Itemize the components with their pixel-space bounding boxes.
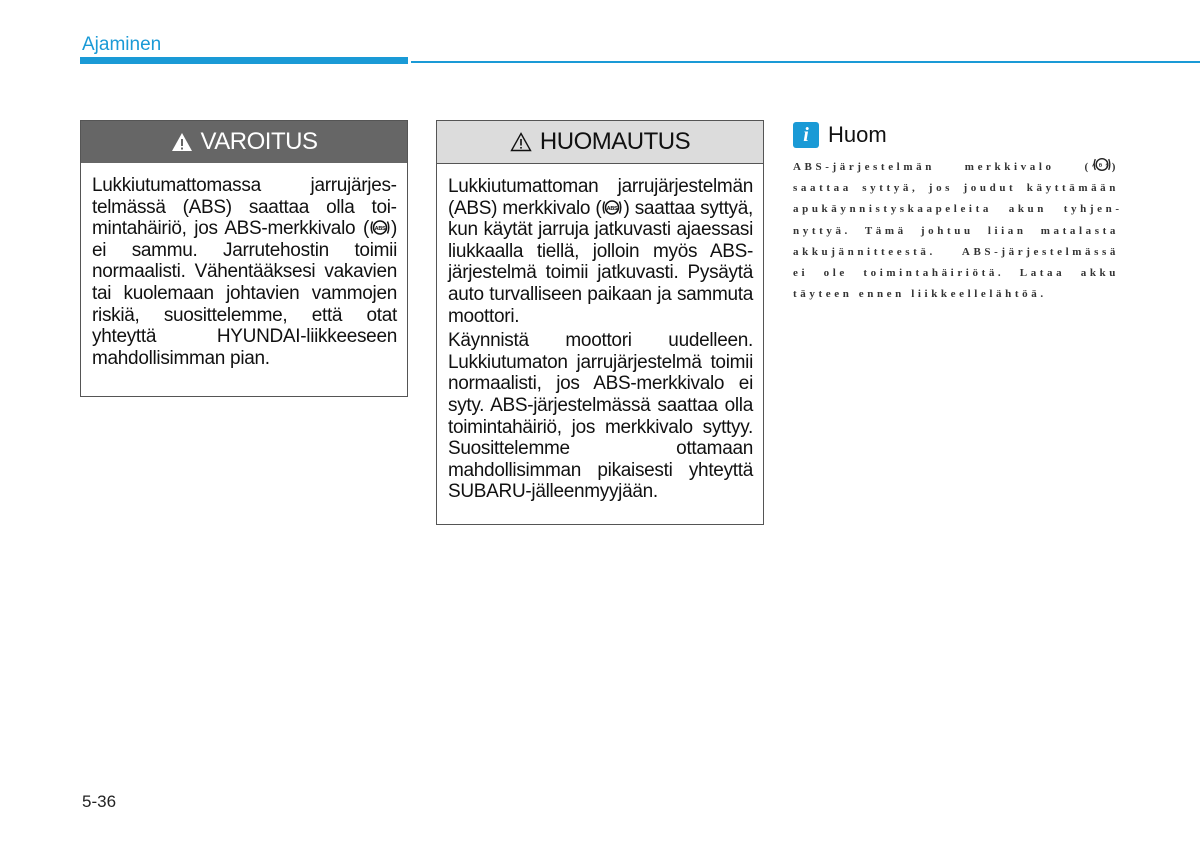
header-rule-thin	[411, 61, 1200, 63]
warning-body	[81, 163, 407, 369]
caution-triangle-icon	[510, 132, 532, 152]
warning-text-part1: Lukkiutumattomassa jarrujärjestelmässä (ABS) saattaa olla toimintahäiriö, jos ABS-merkkivalo (	[92, 175, 397, 240]
warning-header	[81, 121, 407, 163]
section-title: Ajaminen	[82, 34, 162, 55]
note-text-part2: ) saattaa syttyä, jos joudut käyttämään apukäynnistyskaapeleita akun tyhjennyttyä. Tämä johtuu liian matalasta akkujännitteestä. ABS-järjestelmässä ei ole toimintahäiriötä. Lataa akku täyteen ennen liikkeellelähtöä.	[793, 161, 1119, 301]
caution-body	[437, 164, 763, 503]
caution-p2: Käynnistä moottori uudelleen. Lukkiutumaton jarrujärjestelmä toimii normaalisti, jos ABS-merkkivalo ei syty. ABS-järjestelmässä saattaa olla toimintahäiriö, jos merkkivalo syttyy. Suosittelemme ottamaan mahdollisimman pikaisesti yhteyttä SUBARU-jälleenmyyjään.	[448, 330, 753, 503]
caution-p1-part2: ) saattaa syttyä, kun käytät jarruja jatkuvasti ajaessasi liukkaalla tiellä, jolloin myös ABS-järjestelmä toimii jatkuvasti. Pysäytä auto turvalliseen paikaan ja sammuta moottori.	[448, 197, 753, 327]
warning-title: VAROITUS	[200, 128, 318, 155]
header-rule-thick	[80, 57, 408, 64]
warning-text-part2: ) ei sammu. Jarrutehostin toimii normaalisti. Vähentääksesi vakavien tai kuolemaan johtavien vammojen riskiä, suosittelemme, että otat yhteyttä HYUNDAI-liikkeeseen mahdollisimman pian.	[92, 218, 397, 369]
note-header	[793, 122, 887, 148]
warning-triangle-icon	[171, 132, 193, 152]
svg-text:ABS: ABS	[607, 205, 618, 212]
svg-text:ABS: ABS	[374, 225, 386, 232]
svg-text:ABS: ABS	[1091, 163, 1112, 169]
abs-warning-lamp-icon	[1092, 156, 1112, 173]
caution-p1-part1: Lukkiutumattoman jarrujärjestelmän (ABS) merkkivalo (	[448, 176, 753, 219]
abs-warning-lamp-icon	[601, 198, 623, 217]
caution-header	[437, 121, 763, 164]
note-title: Huom	[828, 122, 887, 147]
info-icon: i	[793, 122, 819, 148]
caution-box	[436, 120, 764, 525]
warning-box	[80, 120, 408, 397]
page-number: 5-36	[82, 792, 117, 811]
note-text-part1: ABS-järjestelmän merkkivalo (	[793, 161, 1092, 173]
abs-warning-lamp-icon	[369, 218, 391, 237]
caution-title: HUOMAUTUS	[539, 128, 691, 155]
note-body	[793, 156, 1119, 305]
